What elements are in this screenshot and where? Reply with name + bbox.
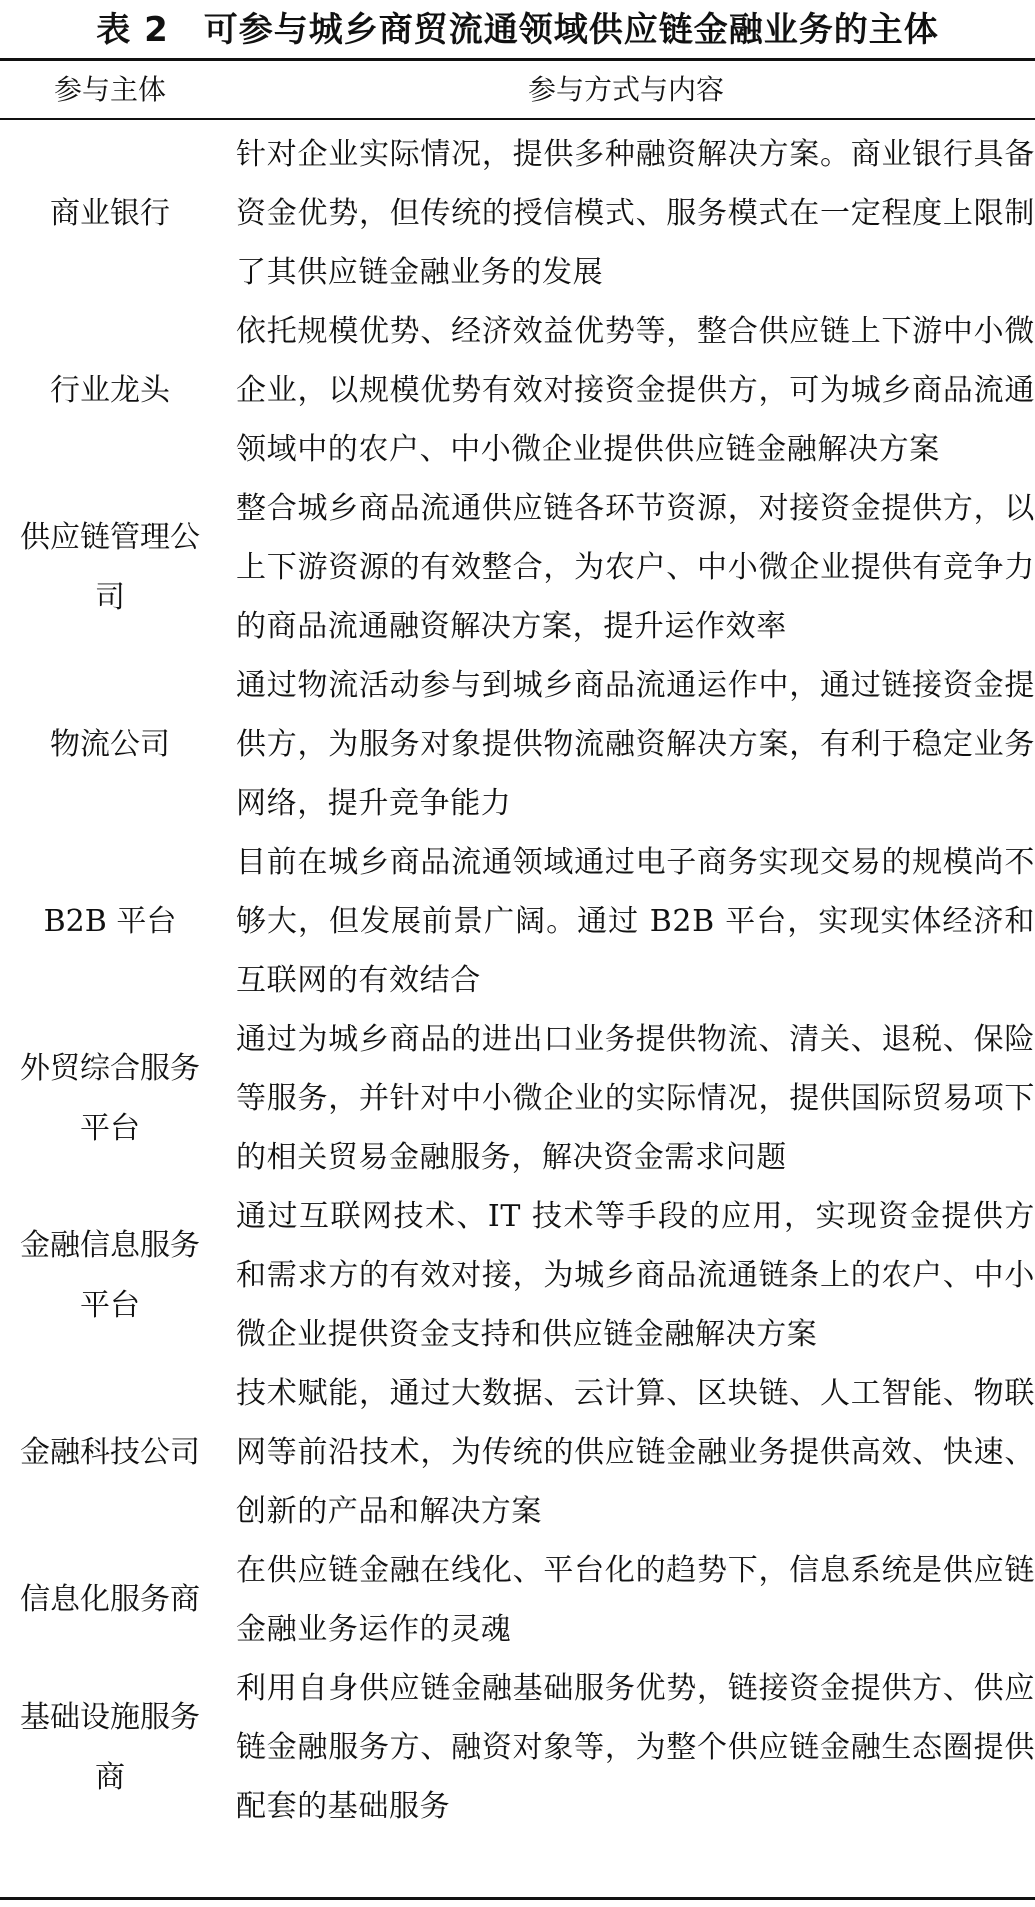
table-row bbox=[0, 1364, 1035, 1541]
table-row bbox=[0, 1187, 1035, 1364]
row-subject: B2B 平台 bbox=[43, 903, 177, 939]
table-row bbox=[0, 656, 1035, 833]
row-content: 在供应链金融在线化、平台化的趋势下，信息系统是供应链金融业务运作的灵魂 bbox=[236, 1553, 1035, 1647]
row-subject: 金融科技公司 bbox=[20, 1434, 200, 1470]
table-row bbox=[0, 1659, 1035, 1836]
table-title: 表 2 可参与城乡商贸流通领域供应链金融业务的主体 bbox=[96, 10, 939, 50]
row-subject: 行业龙头 bbox=[50, 372, 170, 408]
table-header-rule bbox=[0, 118, 1035, 120]
table-row bbox=[0, 125, 1035, 302]
table-row bbox=[0, 1541, 1035, 1659]
row-subject: 外贸综合服务平台 bbox=[20, 1050, 200, 1146]
header-subject: 参与主体 bbox=[53, 73, 166, 106]
table-row bbox=[0, 1010, 1035, 1187]
row-content: 通过物流活动参与到城乡商品流通运作中，通过链接资金提供方，为服务对象提供物流融资解决方案，有利于稳定业务网络，提升竞争能力 bbox=[236, 668, 1035, 821]
table-header-row bbox=[0, 61, 1035, 118]
row-subject: 物流公司 bbox=[50, 726, 170, 762]
row-subject: 基础设施服务商 bbox=[20, 1699, 200, 1795]
row-subject: 商业银行 bbox=[50, 195, 170, 231]
row-subject: 供应链管理公司 bbox=[20, 519, 200, 615]
row-content: 整合城乡商品流通供应链各环节资源，对接资金提供方，以上下游资源的有效整合，为农户、中小微企业提供有竞争力的商品流通融资解决方案，提升运作效率 bbox=[236, 491, 1035, 644]
row-subject: 信息化服务商 bbox=[20, 1582, 200, 1617]
table-row bbox=[0, 833, 1035, 1010]
table-bottom-rule bbox=[0, 1897, 1035, 1900]
row-content: 利用自身供应链金融基础服务优势，链接资金提供方、供应链金融服务方、融资对象等，为整个供应链金融生态圈提供配套的基础服务 bbox=[236, 1671, 1035, 1824]
row-content: 依托规模优势、经济效益优势等，整合供应链上下游中小微企业，以规模优势有效对接资金提供方，可为城乡商品流通领域中的农户、中小微企业提供供应链金融解决方案 bbox=[236, 314, 1035, 467]
row-content: 目前在城乡商品流通领域通过电子商务实现交易的规模尚不够大，但发展前景广阔。通过 B2B 平台，实现实体经济和互联网的有效结合 bbox=[236, 845, 1035, 998]
row-content: 通过为城乡商品的进出口业务提供物流、清关、退税、保险等服务，并针对中小微企业的实际情况，提供国际贸易项下的相关贸易金融服务，解决资金需求问题 bbox=[236, 1022, 1035, 1175]
header-content: 参与方式与内容 bbox=[527, 73, 724, 106]
table-body bbox=[0, 125, 1035, 1836]
row-content: 技术赋能，通过大数据、云计算、区块链、人工智能、物联网等前沿技术，为传统的供应链金融业务提供高效、快速、创新的产品和解决方案 bbox=[236, 1376, 1035, 1529]
row-content: 针对企业实际情况，提供多种融资解决方案。商业银行具备资金优势，但传统的授信模式、服务模式在一定程度上限制了其供应链金融业务的发展 bbox=[236, 137, 1035, 290]
row-subject: 金融信息服务平台 bbox=[20, 1227, 200, 1323]
row-content: 通过互联网技术、IT 技术等手段的应用，实现资金提供方和需求方的有效对接，为城乡商品流通链条上的农户、中小微企业提供资金支持和供应链金融解决方案 bbox=[236, 1199, 1035, 1352]
table-row bbox=[0, 479, 1035, 656]
table-row bbox=[0, 302, 1035, 479]
